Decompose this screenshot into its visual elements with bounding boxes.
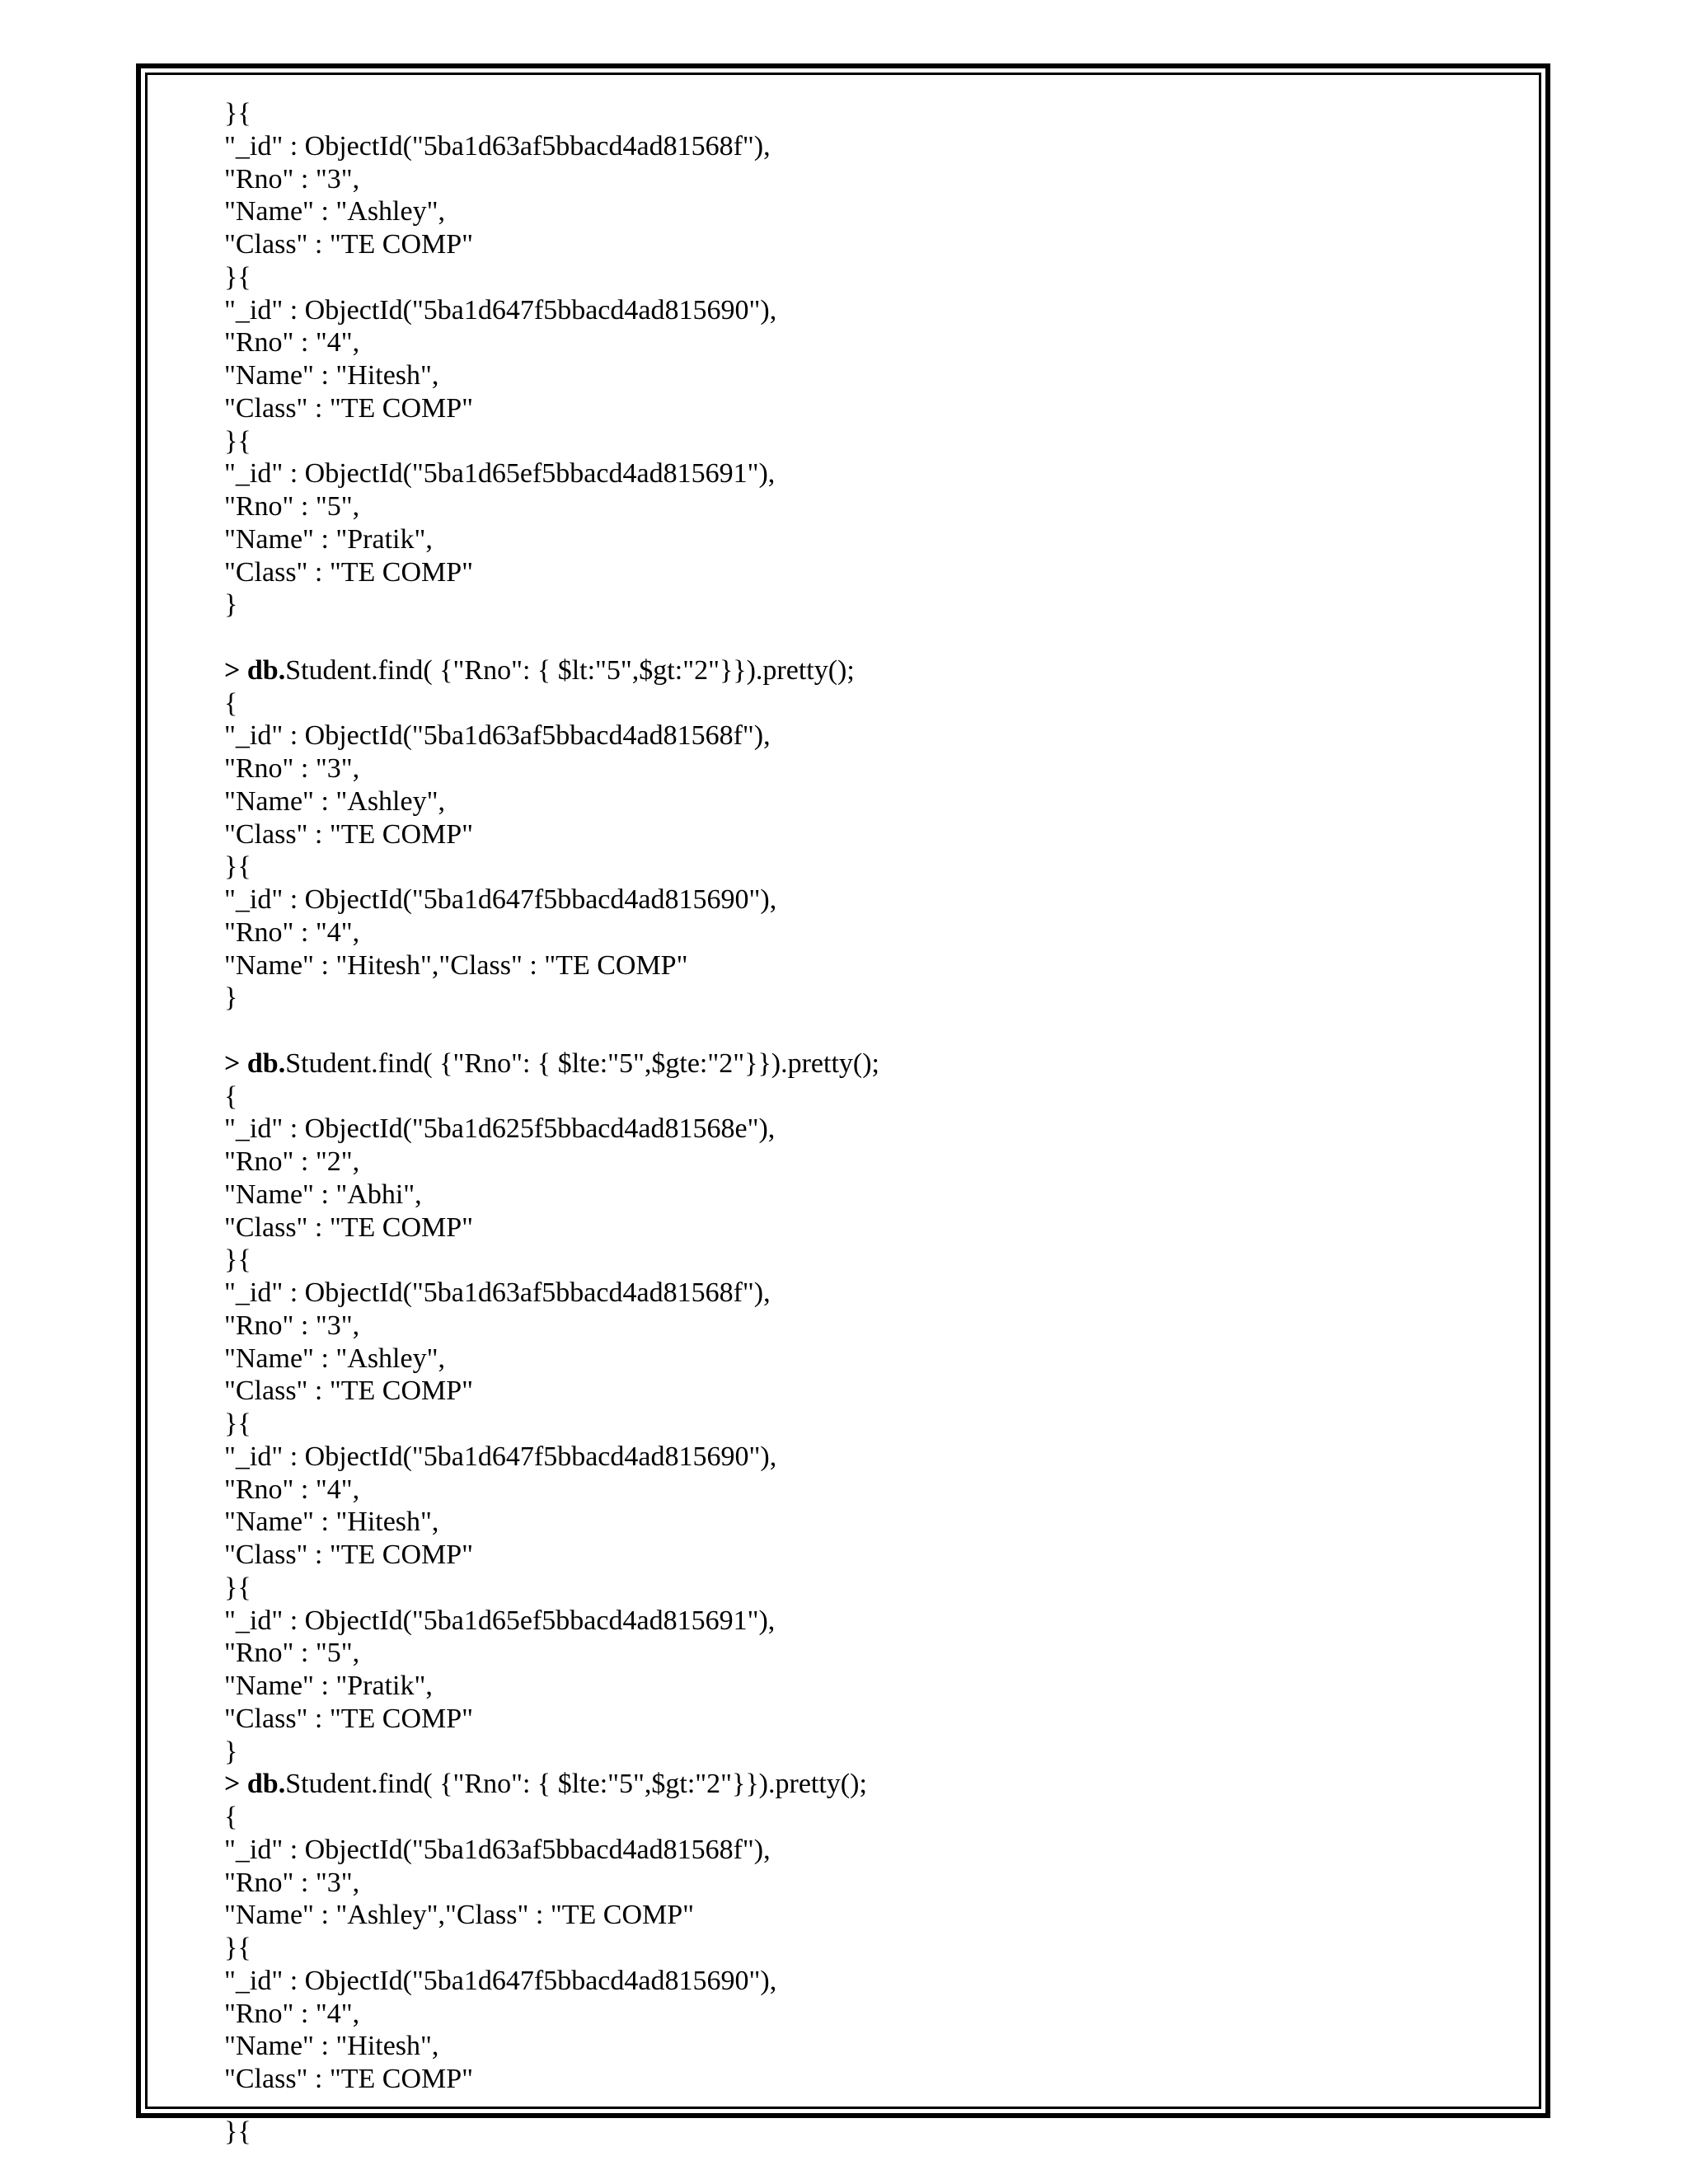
output-line: {: [224, 1080, 238, 1112]
output-line: }{: [224, 1244, 251, 1276]
output-line: "_id" : ObjectId("5ba1d647f5bbacd4ad815690"),: [224, 884, 777, 915]
output-line: "Class" : "TE COMP": [224, 1540, 474, 1570]
output-line: "Rno" : "5",: [224, 491, 360, 522]
output-line: }{: [224, 1933, 251, 1963]
code-listing: [224, 97, 1510, 2184]
output-line: "_id" : ObjectId("5ba1d647f5bbacd4ad815690"),: [224, 1965, 777, 1996]
output-line: "Class" : "TE COMP": [224, 1703, 474, 1734]
command-prompt: > db.: [224, 1769, 286, 1800]
output-line: }: [224, 589, 238, 621]
output-line: "_id" : ObjectId("5ba1d63af5bbacd4ad81568f"),: [224, 720, 771, 752]
output-line: "_id" : ObjectId("5ba1d65ef5bbacd4ad815691"),: [224, 458, 776, 490]
output-line: "Class" : "TE COMP": [224, 1212, 474, 1243]
command-line: [224, 654, 1510, 687]
output-line: }: [224, 982, 238, 1014]
blank-line: [224, 1015, 1510, 1047]
output-line: }{: [224, 1572, 251, 1603]
output-line: "Rno" : "3",: [224, 1867, 360, 1898]
output-line: "Name" : "Hitesh","Class" : "TE COMP": [224, 949, 688, 981]
output-line: "Rno" : "5",: [224, 1638, 360, 1669]
output-line: "Name" : "Hitesh",: [224, 1507, 439, 1538]
output-line: "Name" : "Abhi",: [224, 1179, 422, 1210]
command-text: Student.find( {"Rno": { $lt:"5",$gt:"2"}}).pretty();: [285, 654, 855, 686]
command-line: [224, 1047, 1510, 1080]
output-line: "Name" : "Ashley",: [224, 785, 445, 817]
command-line: [224, 1768, 1510, 1801]
command-prompt: > db.: [224, 1047, 286, 1079]
output-line: }{: [224, 1408, 251, 1439]
output-line: "Class" : "TE COMP": [224, 229, 474, 260]
output-line: "_id" : ObjectId("5ba1d63af5bbacd4ad81568f"),: [224, 130, 771, 162]
command-prompt: > db.: [224, 654, 286, 686]
output-line: }: [224, 1736, 238, 1767]
overflow-line: }{: [224, 2116, 251, 2147]
blank-line: [224, 621, 1510, 654]
output-line: "Class" : "TE COMP": [224, 818, 474, 850]
output-line: "Name" : "Ashley",: [224, 196, 445, 227]
output-line: "_id" : ObjectId("5ba1d63af5bbacd4ad81568f"),: [224, 1277, 771, 1308]
output-line: "Name" : "Ashley","Class" : "TE COMP": [224, 1900, 695, 1931]
output-line: "Rno" : "4",: [224, 1998, 360, 2029]
output-line: "Name" : "Hitesh",: [224, 2031, 439, 2062]
command-text: Student.find( {"Rno": { $lte:"5",$gte:"2"}}).pretty();: [285, 1047, 879, 1079]
output-line: }{: [224, 851, 251, 883]
output-line: "Rno" : "3",: [224, 1310, 360, 1341]
output-line: "Class" : "TE COMP": [224, 556, 474, 588]
output-line: "Name" : "Ashley",: [224, 1343, 445, 1374]
output-line: "Name" : "Hitesh",: [224, 360, 439, 391]
output-line: "Class" : "TE COMP": [224, 2064, 474, 2094]
output-line: {: [224, 687, 238, 719]
output-line: }{: [224, 98, 251, 129]
output-line: "Class" : "TE COMP": [224, 1376, 474, 1407]
output-line: "Rno" : "2",: [224, 1146, 360, 1177]
output-line: "_id" : ObjectId("5ba1d65ef5bbacd4ad815691"),: [224, 1605, 776, 1636]
output-line: "_id" : ObjectId("5ba1d625f5bbacd4ad81568e"),: [224, 1113, 776, 1145]
output-line: "Rno" : "4",: [224, 1474, 360, 1505]
output-line: "Name" : "Pratik",: [224, 1671, 433, 1701]
output-line: "Rno" : "4",: [224, 916, 360, 948]
output-line: }{: [224, 261, 251, 293]
output-line: "Class" : "TE COMP": [224, 392, 474, 424]
command-text: Student.find( {"Rno": { $lte:"5",$gt:"2"}}).pretty();: [285, 1769, 867, 1800]
output-line: "_id" : ObjectId("5ba1d647f5bbacd4ad815690"),: [224, 294, 777, 326]
output-line: "Rno" : "3",: [224, 753, 360, 784]
output-line: "Rno" : "4",: [224, 327, 360, 359]
output-line: }{: [224, 425, 251, 457]
output-line: {: [224, 1802, 238, 1832]
output-line: "_id" : ObjectId("5ba1d647f5bbacd4ad815690"),: [224, 1441, 777, 1472]
output-line: "_id" : ObjectId("5ba1d63af5bbacd4ad81568f"),: [224, 1834, 771, 1865]
output-line: "Name" : "Pratik",: [224, 523, 433, 555]
output-line: "Rno" : "3",: [224, 163, 360, 194]
